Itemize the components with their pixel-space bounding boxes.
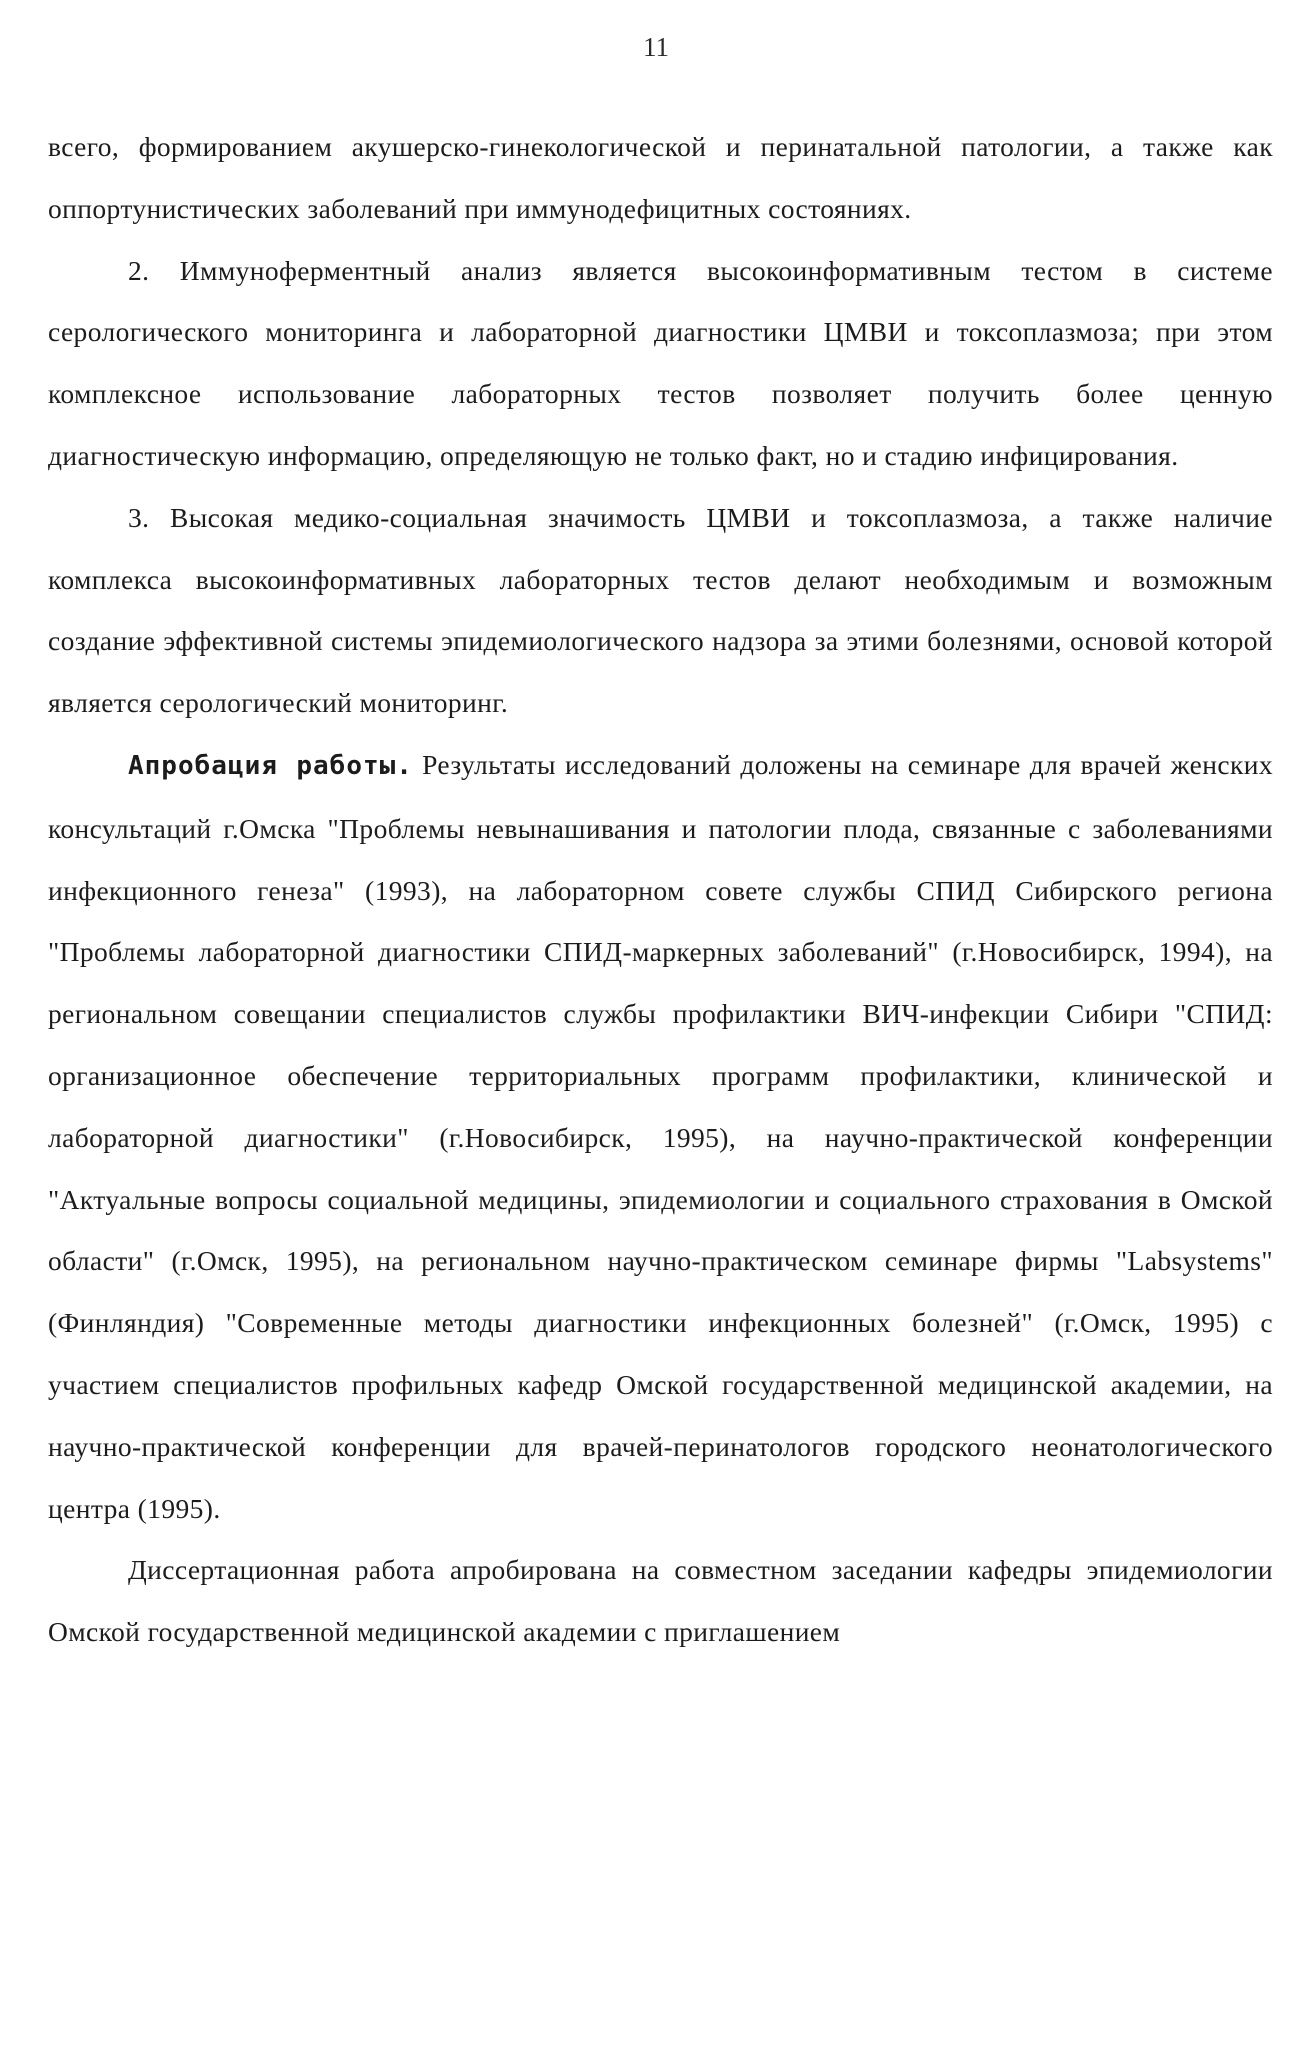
body-text — [48, 116, 1273, 1663]
paragraph-approbation — [48, 734, 1273, 1539]
paragraph-conclusion-2: 2. Иммуноферментный анализ является высокоинформативным тестом в системе серологического мониторинга и лабораторной диагностики ЦМВИ и токсоплазмоза; при этом комплексное использование лабораторных тестов позволяет получить более ценную диагностическую информацию, определяющую не только факт, но и стадию инфицирования. — [48, 254, 1273, 471]
paragraph-dissertation: Диссертационная работа апробирована на совместном заседании кафедры эпидемиологии Омской государственной медицинской академии с приглашением — [48, 1554, 1273, 1648]
paragraph-continuation: всего, формированием акушерско-гинекологической и перинатальной патологии, а также как оппортунистических заболеваний при иммунодефицитных состояниях. — [48, 131, 1273, 224]
approbation-text: Результаты исследований доложены на семинаре для врачей женских консультаций г.Омска "Проблемы невынашивания и патологии плода, связанные с заболеваниями инфекционного генеза" (1993), на лабораторном совете службы СПИД Сибирского региона "Проблемы лабораторной диагностики СПИД-маркерных заболеваний" (г.Новосибирск, 1994), на региональном совещании специалистов службы профилактики ВИЧ-инфекции Сибири "СПИД: организационное обеспечение территориальных программ профилактики, клинической и лабораторной диагностики" (г.Новосибирск, 1995), на научно-практической конференции "Актуальные вопросы социальной медицины, эпидемиологии и социального страхования в Омской области" (г.Омск, 1995), на региональном научно-практическом семинаре фирмы "Labsystems" (Финляндия) "Современные методы диагностики инфекционных болезней" (г.Омск, 1995) с участием специалистов профильных кафедр Омской государственной медицинской академии, на научно-практической конференции для врачей-перинатологов городского неонатологического центра (1995). — [48, 748, 1273, 1524]
page-number: 11 — [643, 32, 669, 62]
paragraph-conclusion-3: 3. Высокая медико-социальная значимость ЦМВИ и токсоплазмоза, а также наличие комплекса высокоинформативных лабораторных тестов делают необходимым и возможным создание эффективной системы эпидемиологического надзора за этими болезнями, основой которой является серологический мониторинг. — [48, 501, 1273, 719]
approbation-heading: Апробация работы. — [128, 750, 413, 781]
